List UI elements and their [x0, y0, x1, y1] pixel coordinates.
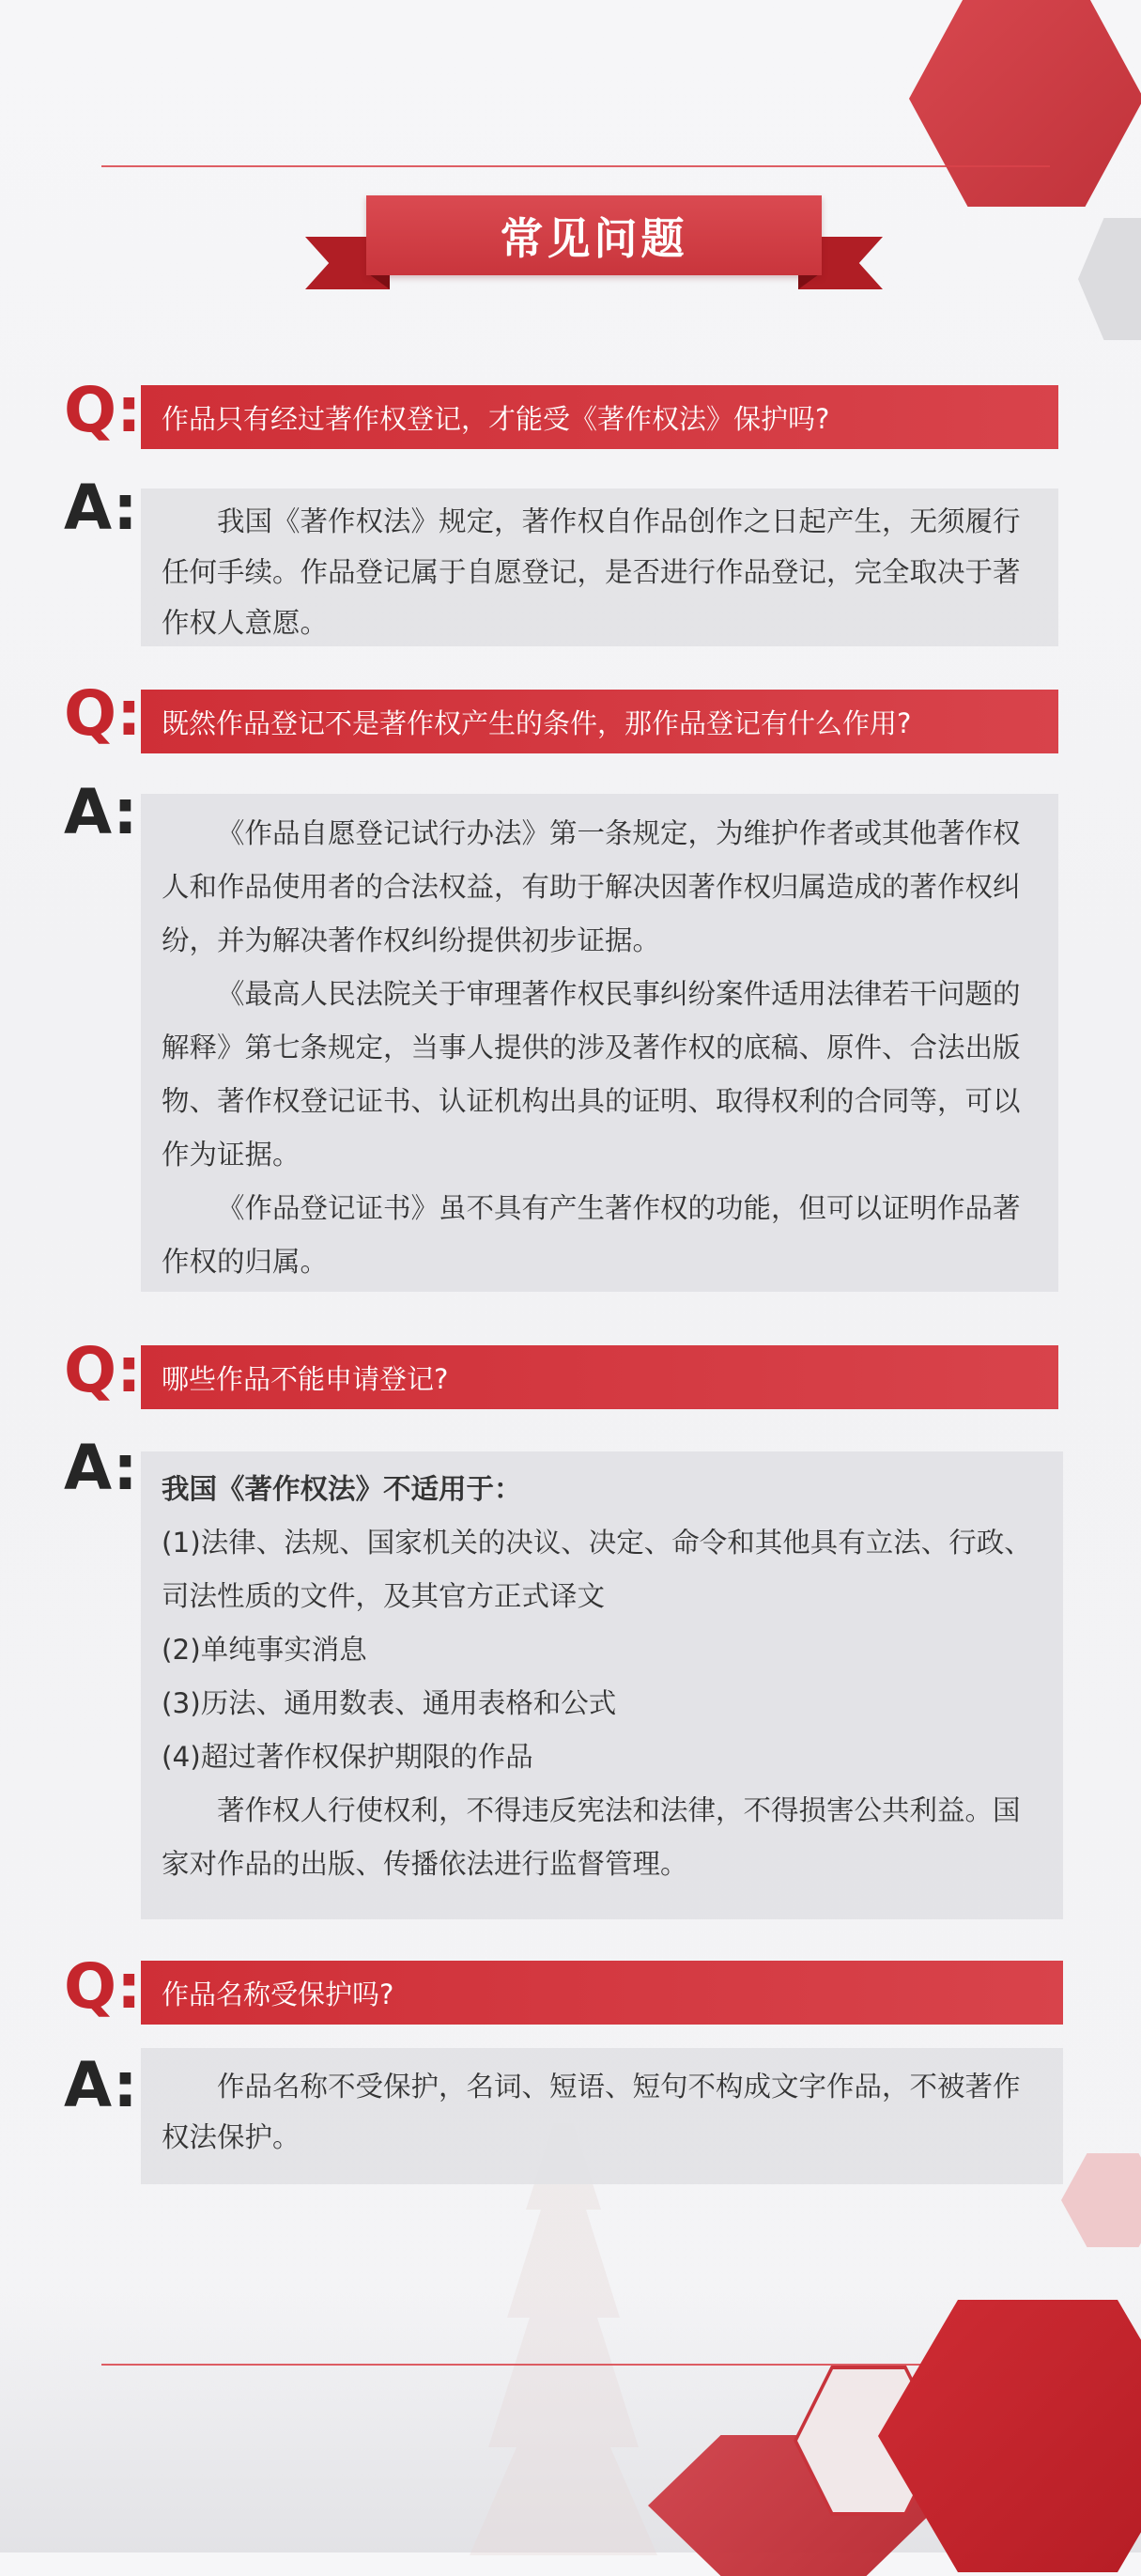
answer-paragraph: 我国《著作权法》规定，著作权自作品创作之日起产生，无须履行任何手续。作品登记属于自愿登记，是否进行作品登记，完全取决于著作权人意愿。 [162, 505, 1021, 639]
answer-1 [141, 489, 1058, 646]
answer-paragraph: 《最高人民法院关于审理著作权民事纠纷案件适用法律若干问题的解释》第七条规定，当事人提供的涉及著作权的底稿、原件、合法出版物、著作权登记证书、认证机构出具的证明、取得权利的合同等，可以作为证据。 [162, 978, 1021, 1171]
answer-4 [141, 2048, 1063, 2184]
answer-list-item: (2)单纯事实消息 [162, 1634, 367, 1666]
answer-heading: 我国《著作权法》不适用于： [162, 1473, 522, 1505]
question-marker: Q: [64, 1334, 142, 1406]
answer-paragraph: 著作权人行使权利，不得违反宪法和法律，不得损害公共利益。国家对作品的出版、传播依法进行监督管理。 [162, 1794, 1021, 1880]
answer-marker: A: [64, 776, 138, 848]
question-2: 既然作品登记不是著作权产生的条件，那作品登记有什么作用? [141, 690, 1058, 753]
answer-list-item: (3)历法、通用数表、通用表格和公式 [162, 1687, 617, 1719]
answer-paragraph: 《作品自愿登记试行办法》第一条规定，为维护作者或其他著作权人和作品使用者的合法权益，有助于解决因著作权归属造成的著作权纠纷，并为解决著作权纠纷提供初步证据。 [162, 817, 1021, 956]
divider-top [101, 165, 1050, 167]
answer-marker: A: [64, 2049, 138, 2121]
answer-2 [141, 794, 1058, 1292]
question-marker: Q: [64, 1950, 142, 2023]
answer-list-item: (1)法律、法规、国家机关的决议、决定、命令和其他具有立法、行政、司法性质的文件，及其官方正式译文 [162, 1527, 1032, 1612]
answer-marker: A: [64, 1432, 138, 1504]
title-banner [305, 195, 883, 299]
hexagon-decoration-top-right [909, 0, 1141, 207]
question-4: 作品名称受保护吗? [141, 1961, 1063, 2025]
hexagon-decoration-gray-right [1078, 218, 1141, 340]
question-3: 哪些作品不能申请登记? [141, 1345, 1058, 1409]
answer-marker: A: [64, 472, 138, 544]
divider-bottom [101, 2364, 1050, 2366]
question-marker: Q: [64, 374, 142, 446]
answer-list-item: (4)超过著作权保护期限的作品 [162, 1741, 533, 1773]
answer-paragraph: 《作品登记证书》虽不具有产生著作权的功能，但可以证明作品著作权的归属。 [162, 1192, 1021, 1278]
answer-paragraph: 作品名称不受保护，名词、短语、短句不构成文字作品，不被著作权法保护。 [162, 2071, 1021, 2153]
hexagon-decoration-pink-right [1061, 2153, 1141, 2247]
question-1: 作品只有经过著作权登记，才能受《著作权法》保护吗? [141, 385, 1058, 449]
question-marker: Q: [64, 677, 142, 750]
answer-3 [141, 1451, 1063, 1919]
page-title: 常见问题 [366, 195, 822, 275]
